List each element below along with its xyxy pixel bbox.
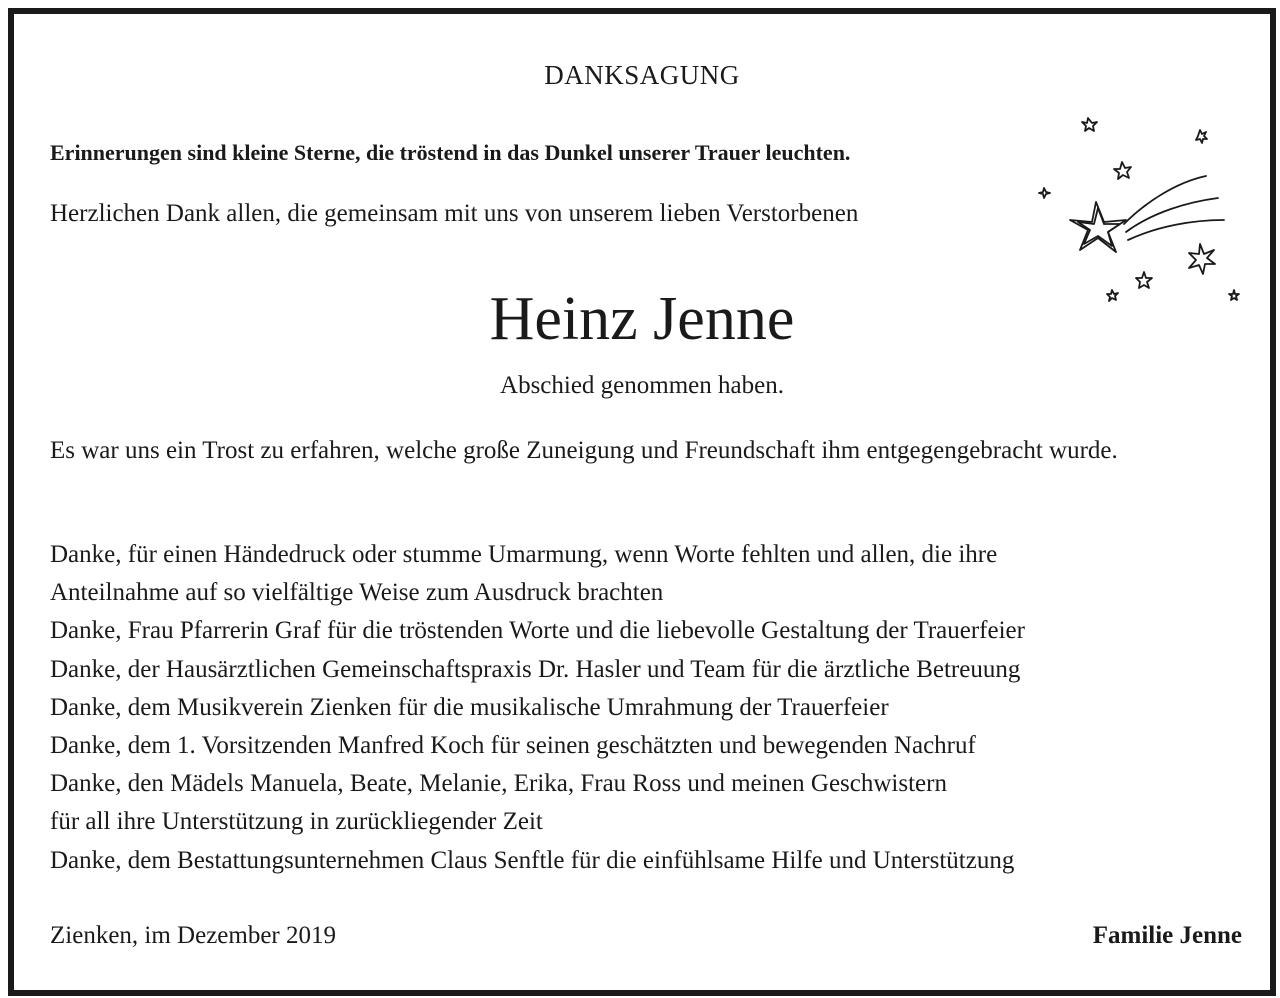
- farewell-text: Abschied genommen haben.: [500, 372, 784, 399]
- thanks-line: Danke, dem 1. Vorsitzenden Manfred Koch für seinen geschätzten und bewegenden Nachruf: [50, 732, 976, 760]
- family-signature: Familie Jenne: [1092, 922, 1242, 949]
- thanks-line: Danke, dem Bestattungsunternehmen Claus Senftle für die einfühlsame Hilfe und Unterstützung: [50, 846, 1015, 874]
- thanks-line: Danke, für einen Händedruck oder stumme Umarmung, wenn Worte fehlten und allen, die ihre: [50, 541, 998, 568]
- notice-heading: DANKSAGUNG: [544, 60, 740, 90]
- obituary-notice: [8, 8, 1276, 996]
- quote-line: Erinnerungen sind kleine Sterne, die tröstend in das Dunkel unserer Trauer leuchten.: [50, 140, 851, 165]
- thanks-line: Danke, Frau Pfarrerin Graf für die tröstenden Worte und die liebevolle Gestaltung der Trauerfeier: [50, 617, 1025, 645]
- shooting-star-icon: [1038, 104, 1248, 304]
- thanks-line: Danke, der Hausärztlichen Gemeinschaftspraxis Dr. Hasler und Team für die ärztliche Betreuung: [50, 655, 1021, 683]
- intro-text: Herzlichen Dank allen, die gemeinsam mit uns von unserem lieben Verstorbenen: [50, 200, 859, 227]
- thanks-line: für all ihre Unterstützung in zurückliegender Zeit: [50, 808, 543, 836]
- deceased-name: Heinz Jenne: [489, 285, 795, 353]
- thanks-line: Danke, dem Musikverein Zienken für die musikalische Umrahmung der Trauerfeier: [50, 693, 889, 721]
- thanks-line: Anteilnahme auf so vielfältige Weise zum Ausdruck brachten: [50, 579, 664, 607]
- place-date: Zienken, im Dezember 2019: [50, 922, 337, 949]
- thanks-list: [50, 536, 1250, 880]
- comfort-paragraph: Es war uns ein Trost zu erfahren, welche große Zuneigung und Freundschaft ihm entgegengebracht wurde.: [50, 437, 1118, 464]
- thanks-line: Danke, den Mädels Manuela, Beate, Melanie, Erika, Frau Ross und meinen Geschwistern: [50, 770, 947, 798]
